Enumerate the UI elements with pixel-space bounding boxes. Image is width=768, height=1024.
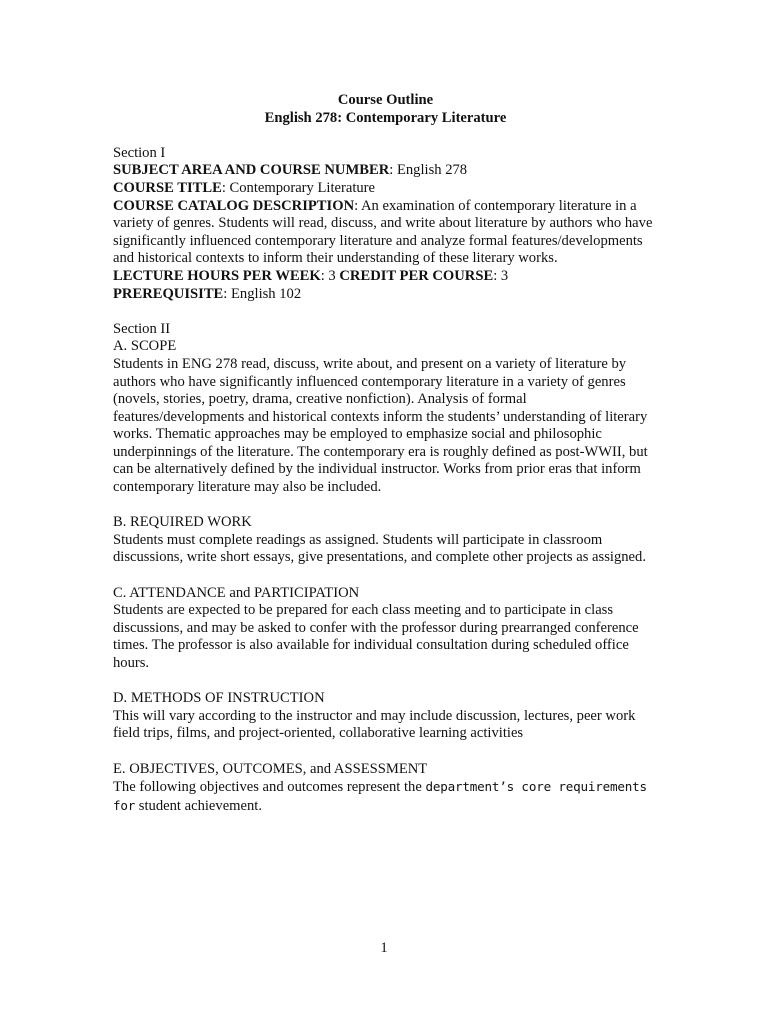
objectives-text-substituted: department’s core requirements for — [113, 779, 647, 813]
attendance-text: Students are expected to be prepared for each class meeting and to participate in class discussions, and may be asked to confer with the professor during prearranged conference times. The professor is also available for individual consultation during scheduled office hours. — [113, 602, 639, 671]
objectives-text-start: The following objectives and outcomes represent the — [113, 779, 426, 796]
objectives-text — [113, 778, 658, 815]
spacer — [113, 567, 658, 585]
course-title-label: COURSE TITLE — [113, 179, 222, 196]
course-title-value: : Contemporary Literature — [221, 179, 376, 196]
document-title: Course Outline — [337, 92, 434, 108]
catalog-description — [113, 198, 658, 268]
catalog-description-label: COURSE CATALOG DESCRIPTION — [113, 197, 355, 214]
scope-text: Students in ENG 278 read, discuss, write about, and present on a variety of literature by authors who have significantly influenced contemporary literature in a variety of genres (novels, stories, poetry, drama, creative nonfiction). Analysis of formal features/developments and historical contexts inform the students’ understanding of literary works. Thematic approaches may be employed to emphasize social and philosophic underpinnings of the literature. The contemporary era is roughly defined as post-WWII, but can be alternatively defined by the individual instructor. Works from prior eras that inform contemporary literature may also be included. — [113, 355, 648, 496]
catalog-description-text: : An examination of contemporary literature in a variety of genres. Students will read, discuss, and write about literature by authors who have significantly influenced contemporary literature and analyze formal features/developments and historical contexts to inform their understanding of these literary works. — [113, 197, 653, 267]
prerequisite-value: : English 102 — [223, 285, 302, 302]
subject-area-value: : English 278 — [389, 162, 468, 179]
page-number: 1 — [380, 940, 388, 956]
subject-area-label: SUBJECT AREA AND COURSE NUMBER — [113, 162, 390, 179]
required-work-text: Students must complete readings as assigned. Students will participate in classroom discussions, write short essays, give presentations, and complete other projects as assigned. — [113, 531, 646, 566]
spacer — [113, 497, 658, 515]
course-title-line — [113, 180, 658, 198]
prerequisite-label: PREREQUISITE — [113, 285, 224, 302]
methods-text: This will vary according to the instructor and may include discussion, lectures, peer work field trips, films, and project-oriented, collaborative learning activities — [113, 707, 636, 742]
spacer — [113, 303, 658, 321]
credit-label: CREDIT PER COURSE — [339, 267, 494, 284]
required-work-heading: B. REQUIRED WORK — [113, 514, 252, 531]
section-1-heading: Section I — [113, 144, 166, 161]
attendance-heading: C. ATTENDANCE and PARTICIPATION — [113, 584, 360, 601]
spacer — [113, 127, 658, 145]
spacer — [113, 743, 658, 761]
hours-credit-line — [113, 268, 658, 286]
subject-area-line — [113, 162, 658, 180]
prerequisite-line — [113, 286, 658, 304]
credit-value: : 3 — [493, 267, 509, 284]
section-2-heading: Section II — [113, 320, 171, 337]
methods-heading: D. METHODS OF INSTRUCTION — [113, 690, 325, 707]
objectives-text-end: student achievement. — [135, 797, 262, 814]
lecture-hours-label: LECTURE HOURS PER WEEK — [113, 267, 321, 284]
objectives-heading: E. OBJECTIVES, OUTCOMES, and ASSESSMENT — [113, 760, 428, 777]
document-body — [113, 92, 658, 815]
document-subtitle: English 278: Contemporary Literature — [264, 109, 507, 126]
scope-heading: A. SCOPE — [113, 338, 177, 355]
lecture-hours-value: : 3 — [320, 267, 336, 284]
spacer — [113, 673, 658, 691]
